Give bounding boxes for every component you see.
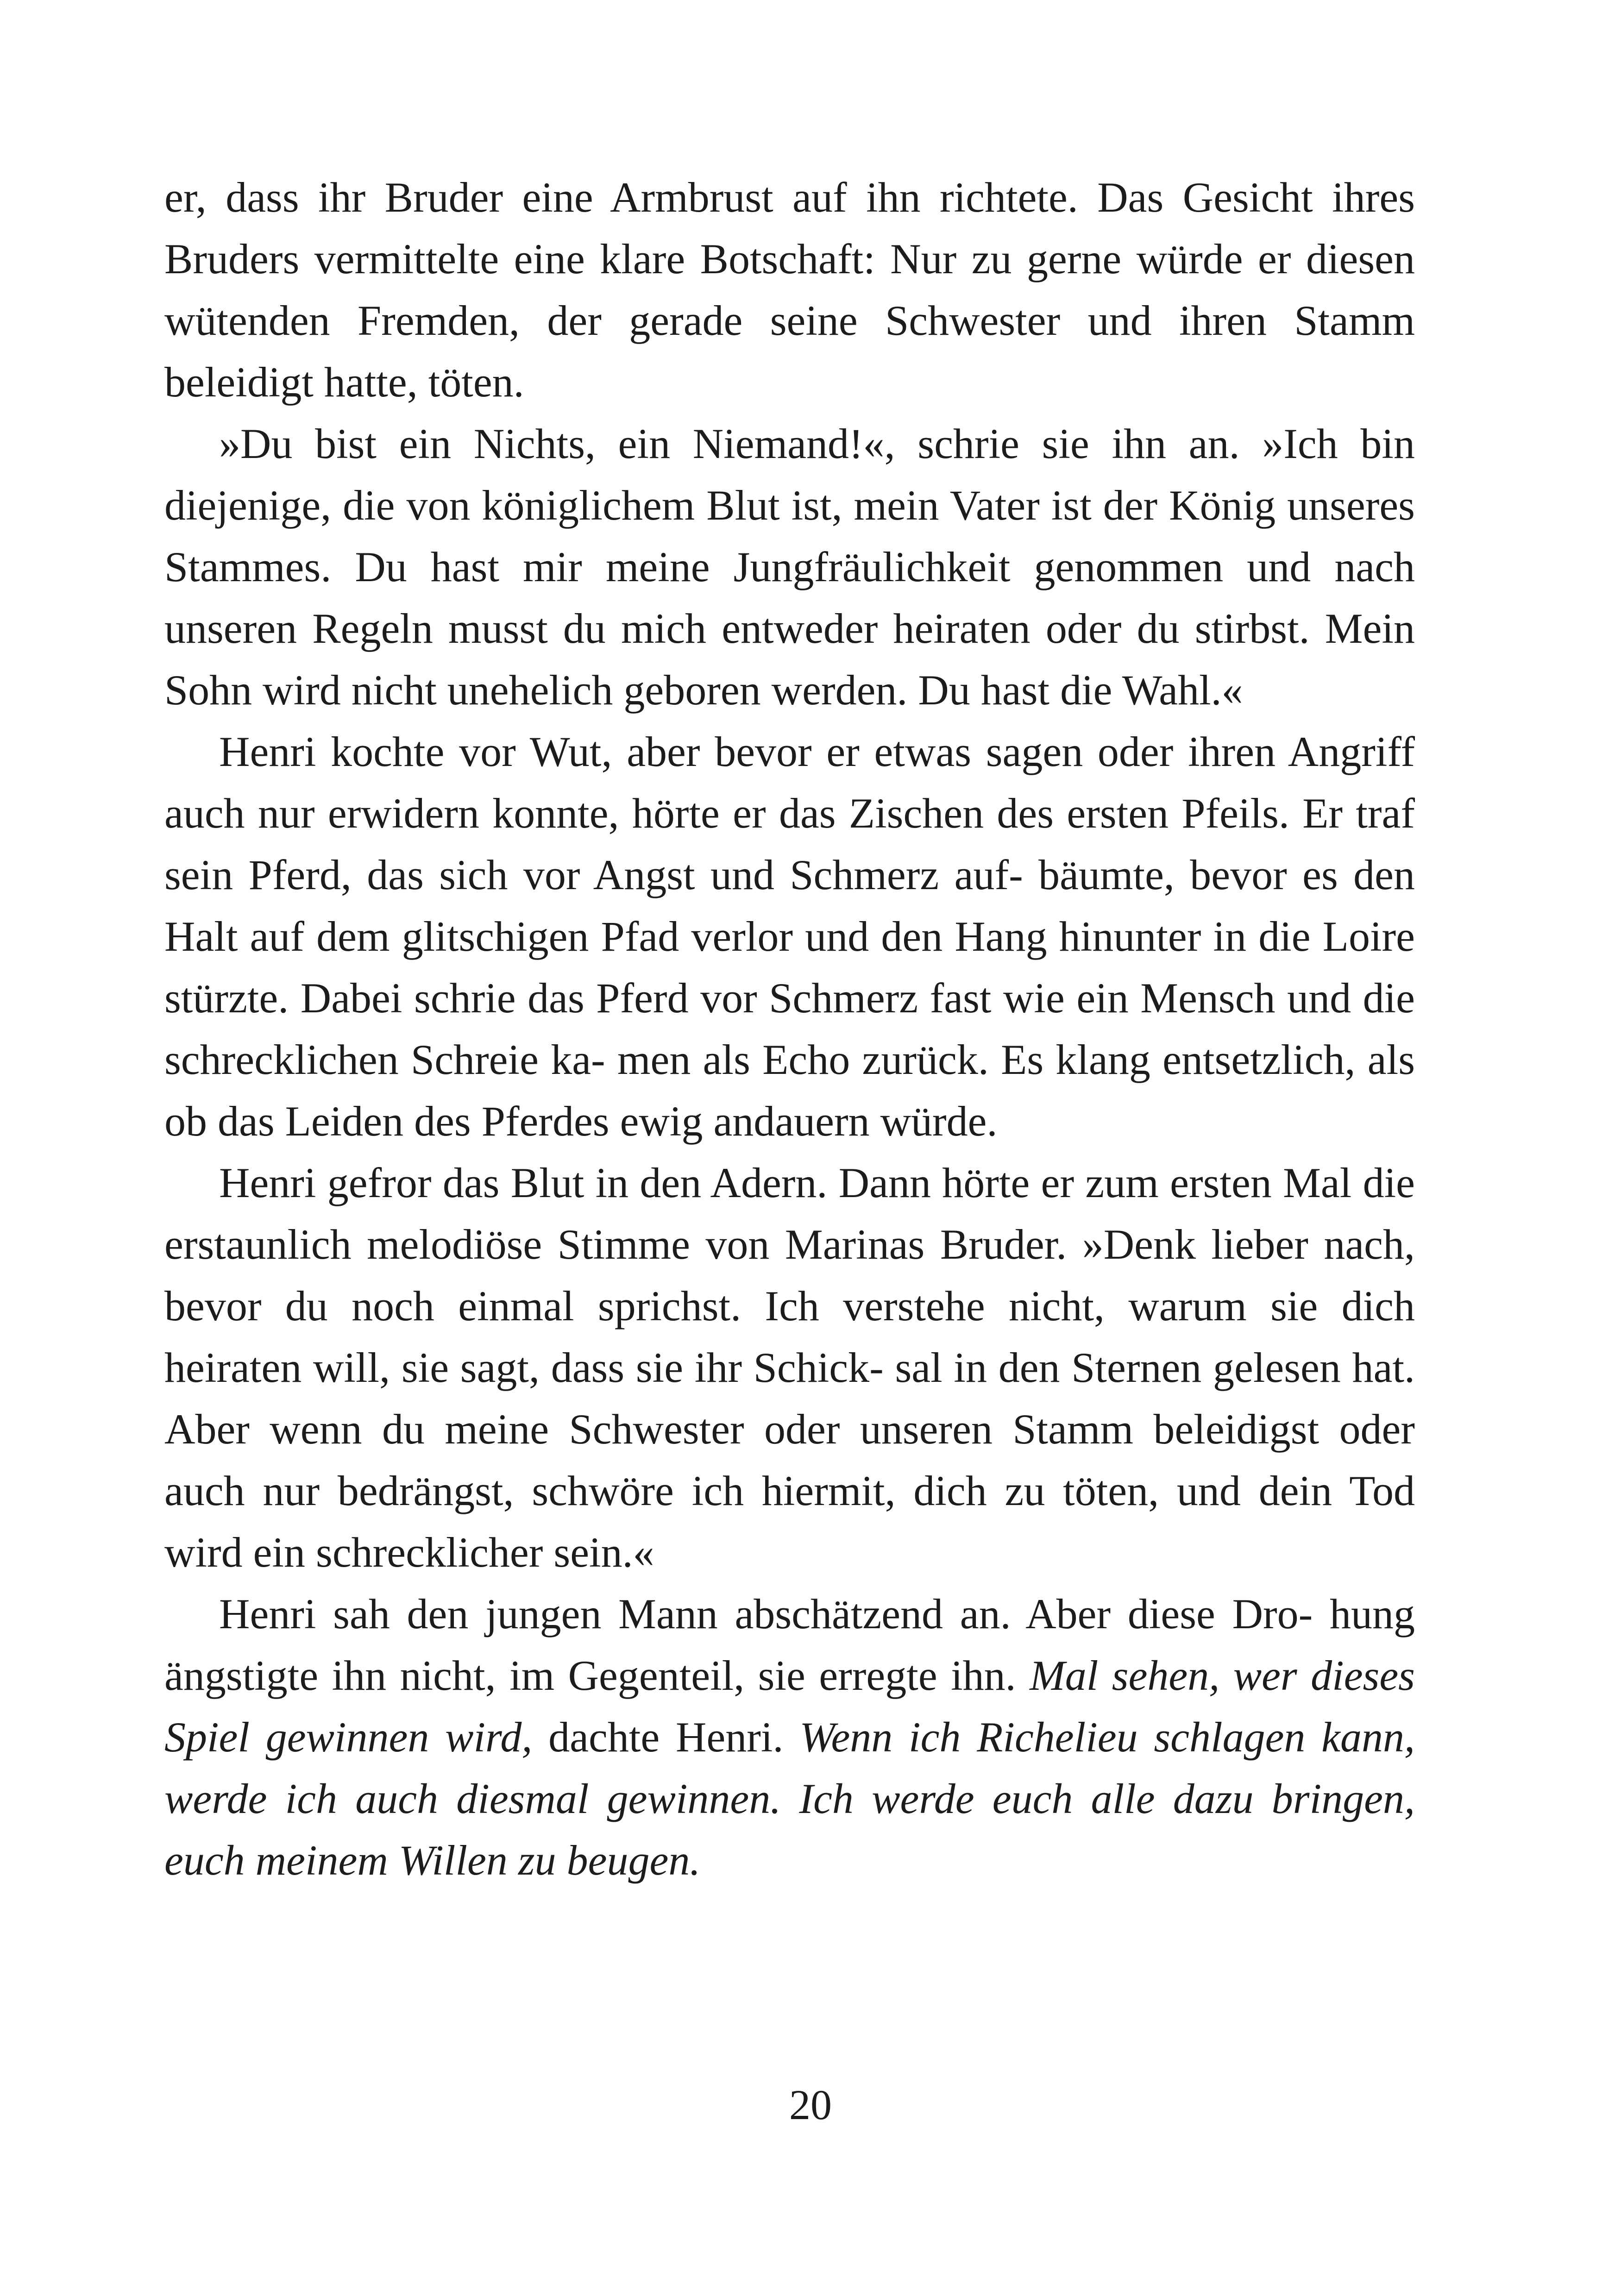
page-number: 20 xyxy=(789,2081,832,2128)
text-line: men als Echo zurück. Es klang entsetzlich, als ob das Leiden des xyxy=(164,1036,1415,1145)
paragraph-4 xyxy=(164,1152,1415,1583)
text-line: du stirbst. Mein Sohn wird nicht unehelich geboren werden. Du xyxy=(164,605,1415,714)
italic-thought: wer dieses Spiel gewinnen wird, xyxy=(164,1652,1415,1761)
text-line: »Du bist ein Nichts, ein Niemand!«, schrie sie ihn an. »Ich bin xyxy=(219,420,1415,467)
text-line: dachte Henri. xyxy=(532,1713,800,1761)
italic-thought: schlagen kann, werde ich auch diesmal gewinnen. Ich werde euch xyxy=(164,1713,1415,1822)
text-line: hast die Wahl.« xyxy=(980,666,1243,714)
text-line: Angriff auch nur erwidern konnte, hörte er das Zischen des ersten xyxy=(164,728,1415,837)
text-line: Pfeils. Er traf sein Pferd, das sich vor Angst und Schmerz auf- xyxy=(164,790,1415,898)
text-line: »Denk lieber nach, bevor du noch einmal sprichst. Ich verstehe xyxy=(164,1221,1415,1330)
text-line: sein.« xyxy=(553,1529,654,1576)
text-line: bäumte, bevor es den Halt auf dem glitschigen Pfad verlor und xyxy=(164,851,1415,960)
text-line: er, dass ihr Bruder eine Armbrust auf ihn richtete. Das Gesicht xyxy=(164,174,1313,221)
italic-thought: Mal sehen, xyxy=(1030,1652,1220,1699)
paragraph-5 xyxy=(164,1583,1415,1891)
text-line: ihren Stamm beleidigt hatte, töten. xyxy=(164,297,1415,406)
italic-thought: alle dazu bringen, euch meinem Willen zu beugen. xyxy=(164,1775,1415,1884)
text-line: ich hiermit, dich zu töten, und dein Tod wird ein schrecklicher xyxy=(164,1467,1415,1576)
text-line: Henri kochte vor Wut, aber bevor er etwas sagen oder ihren xyxy=(219,728,1276,775)
text-line: nicht, warum sie dich heiraten will, sie sagt, dass sie ihr Schick- xyxy=(164,1282,1415,1391)
text-line: unseres Stammes. Du hast mir meine Jungfräulichkeit genommen xyxy=(164,482,1415,590)
italic-thought: Wenn ich Richelieu xyxy=(799,1713,1138,1761)
text-line: ihres Bruders vermittelte eine klare Botschaft: Nur zu gerne würde xyxy=(164,174,1415,282)
text-line: Henri gefror das Blut in den Adern. Dann hörte er zum ersten xyxy=(219,1159,1272,1206)
text-line: sal in den Sternen gelesen hat. Aber wenn du meine Schwester xyxy=(164,1344,1415,1453)
text-line: diejenige, die von königlichem Blut ist, mein Vater ist der König xyxy=(164,482,1276,529)
text-line: Pferdes ewig andauern würde. xyxy=(481,1098,998,1145)
text-line: und nach unseren Regeln musst du mich entweder heiraten oder xyxy=(164,543,1415,652)
text-line: oder unseren Stamm beleidigst oder auch nur bedrängst, schwöre xyxy=(164,1405,1415,1514)
text-line: Henri sah den jungen Mann abschätzend an. Aber diese Dro- xyxy=(219,1590,1313,1637)
paragraph-1 xyxy=(164,167,1415,413)
paragraph-2 xyxy=(164,413,1415,721)
text-line: Mal die erstaunlich melodiöse Stimme von Marinas Bruder. xyxy=(164,1159,1415,1268)
paragraph-3 xyxy=(164,721,1415,1152)
text-line: Schmerz fast wie ein Mensch und die schrecklichen Schreie ka- xyxy=(164,974,1415,1083)
text-line: hung ängstigte ihn nicht, im Gegenteil, sie erregte ihn. xyxy=(164,1590,1415,1699)
text-line: er diesen wütenden Fremden, der gerade seine Schwester und xyxy=(164,235,1415,344)
book-page-text xyxy=(164,167,1415,1891)
text-line: den Hang hinunter in die Loire stürzte. Dabei schrie das Pferd vor xyxy=(164,913,1415,1022)
